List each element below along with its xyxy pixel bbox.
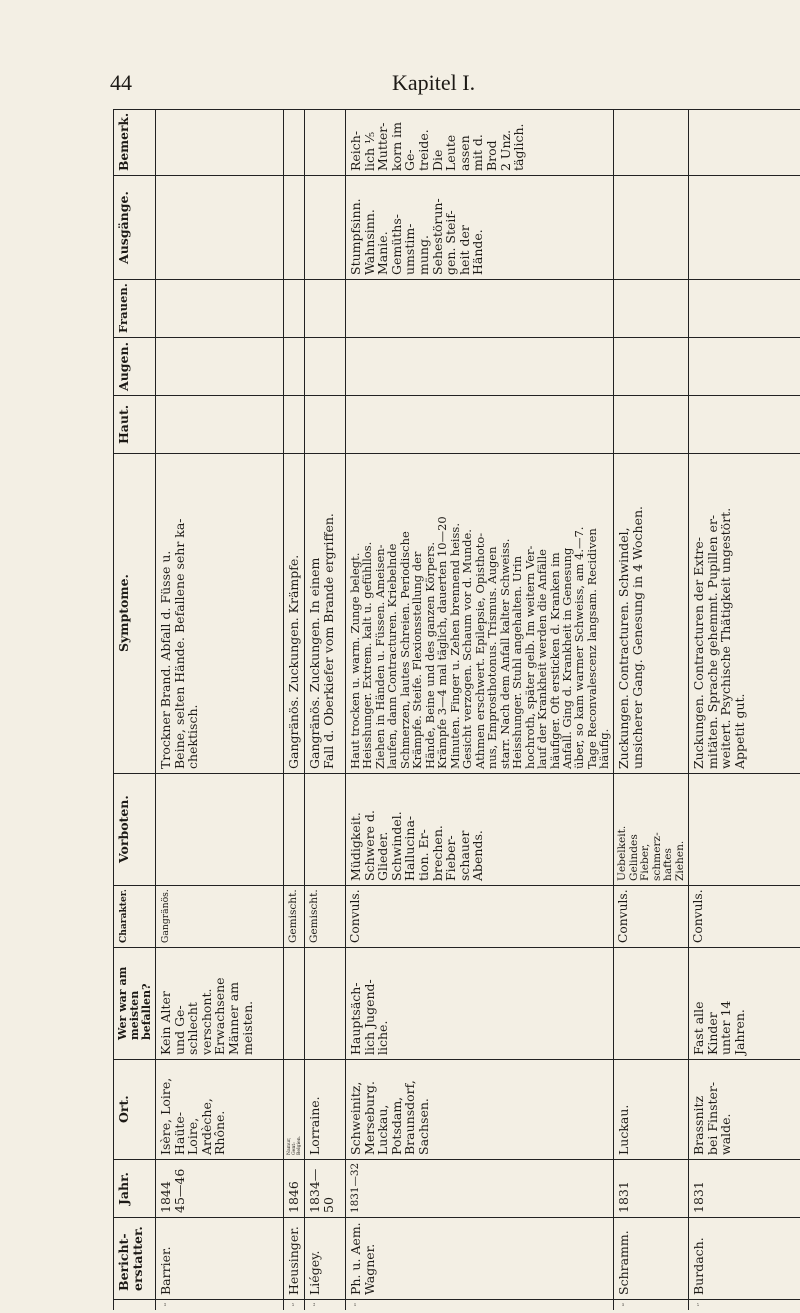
row-44-charakter-text: Gemischt. [308,889,320,943]
row-42-ort-text: Isère, Loire, Haüte- Loire, Ardèche, Rhône. [158,1077,228,1155]
table-rule [113,109,800,110]
page-number: 44 [110,70,132,95]
row-47-charakter-text: Convuls. [691,889,705,943]
header-berichterstatter-text: Bericht- erstatter. [116,1225,145,1291]
header-charakter-text: Charakter. [118,889,129,943]
row-42-befallen-text: Kein Alter und Ge- schlecht verschont. Erwachsene Männer am meisten. [158,977,255,1055]
row-45-symptome-text: Haut trocken u. warm. Zunge belegt. Heisshunger. Extrem. kalt u. gefühllos. Ziehen in Händen u. Füssen. Ameisen- laufen, dann Contracturen. Kriebelnde Schmerzen, lautes Schreien. Periodische Krämpfe. Steife. Flexionsstellung der Hände, Beine und des ganzen Körpers. Krämpfe 3—4 mal täglich, dauerten 10—20 Minuten. Finger u. Zehen brennend heiss. Gesicht verzogen. Schaum vor d. Munde. Athmen erschwert. Epilepsie, Opisthoto- nus, Emprosthotonus. Trismus. Augen starr. Nach dem Anfall kalter Schweiss. Heisshunger. Stuhl angehalten. Urin hochroth, später gelb. Im weitern Ver- lauf der Krankheit werden die Anfälle häufiger. Oft ersticken d. Kranken im Anfall. Ging d. Krankheit in Genesung über, so kam warmer Schweiss, am 4.—7. Tage Reconvalescenz langsam. Recidiven häufig. [348,516,612,769]
table-rule [113,337,800,338]
header-jahr-text: Jahr. [116,1171,131,1205]
header-haut-text: Haut. [116,404,131,444]
row-46-jahr-text: 1831 [616,1181,631,1213]
row-45-ort-text: Schweinitz, Merseburg. Luckau, Potsdam, Braunsdorf, Sachsen. [348,1080,431,1155]
table-rule [113,175,800,176]
table-column-rule [613,109,614,1310]
table-column-rule [155,109,156,1310]
row-45-jahr-text: 1831—32 [349,1162,361,1213]
row-43-berichterstatter-text: Heusinger. [286,1226,301,1295]
table-column-rule [345,109,346,1310]
row-46-berichterstatter-text: Schramm. [616,1230,631,1295]
table-rule [113,279,800,280]
row-43-charakter-text: Gemischt. [287,889,299,943]
row-46-ort-text: Luckau. [616,1104,631,1155]
row-44-jahr-text: 1834— 50 [307,1168,336,1213]
symptom-table [113,109,800,1310]
row-42-charakter-text: Gangränös. [160,889,171,943]
row-44-symptome-text: Gangränös. Zuckungen. In einem Fall d. Oberkiefer vom Brande ergriffen. [307,513,336,769]
header-vorboten-text: Vorboten. [116,795,131,863]
row-47-berichterstatter-text: Burdach. [691,1237,706,1295]
row-42-berichterstatter-text: Barrier. [158,1246,173,1295]
row-43-symptome-text: Gangränös. Zuckungen. Krämpfe. [286,554,301,769]
row-45-nr-text: 45 [354,1303,357,1306]
header-augen-text: Augen. [116,341,131,391]
row-45-ausgaenge-text: Stumpfsinn. Wahnsinn. Manie. Gemüths- umstim- mung. Sehestörun- gen. Steif- heit der Hände. [348,198,486,275]
row-45-befallen-text: Hauptsäch- lich Jugend- liche. [348,979,391,1055]
row-43-nr-text: 43 [292,1303,295,1306]
header-befallen-text: Wer war am meisten befallen? [116,966,153,1040]
row-45-bemerk-text: Reich- lich ⅕ Mutter- korn im Ge- treide. Die Leute assen mit d. Brod 2 Unz. täglich. [348,122,527,171]
table-rule [113,395,800,396]
page-header [0,70,800,100]
header-frauen-text: Frauen. [116,283,130,333]
table-column-rule [113,109,114,1310]
row-47-ort-text: Brassnitz bei Finster- walde. [691,1081,734,1155]
table-rule [113,1217,800,1218]
table-rule [113,453,800,454]
table-rule [113,1159,800,1160]
row-47-symptome-text: Zuckungen. Contracturen der Extre- mitäten. Sprache gehemmt. Pupillen er- weitert. Psychische Thätigkeit ungestört. Appetit gut. [691,507,747,769]
row-44-nr-text: 44 [313,1303,316,1306]
row-45-vorboten-text: Müdigkeit. Schwere d. Glieder. Schwindel. Hallucina- tion. Er- brechen. Fieber- schauer Abends. [348,809,486,881]
row-46-vorboten-text: Uebelkeit. Gelindes Fieber, schmerz- haftes Ziehen. [616,825,686,881]
header-ort-text: Ort. [116,1095,131,1123]
row-46-charakter-text: Convuls. [616,889,630,943]
row-42-symptome-text: Trockner Brand. Abfall d. Füsse u. Beine, selten Hände. Befallene sehr ka- chektisch. [158,518,201,769]
table-rule [113,947,800,948]
row-47-jahr-text: 1831 [691,1181,706,1213]
row-42-nr-text: 42 [164,1303,167,1306]
table-rule [113,773,800,774]
table-rule [113,885,800,886]
row-46-nr-text: 46 [622,1303,625,1306]
table-column-rule [304,109,305,1310]
row-43-ort-text: Namur, Gent: Belgien. [287,1135,302,1155]
row-45-berichterstatter-text: Ph. u. Aem. Wagner. [348,1222,377,1295]
header-ausgaenge-text: Ausgänge. [116,190,131,264]
row-44-berichterstatter-text: Liégey. [307,1250,322,1295]
table-rule [113,1299,800,1300]
row-46-symptome-text: Zuckungen. Contracturen. Schwindel, unsicherer Gang. Genesung in 4 Wochen. [616,506,645,769]
row-42-jahr-text: 1844 45—46 [158,1168,187,1213]
table-column-rule [283,109,284,1310]
table-column-rule [688,109,689,1310]
row-45-charakter-text: Convuls. [348,889,362,943]
table-rule [113,1059,800,1060]
header-symptome-text: Symptome. [116,574,131,652]
row-44-ort-text: Lorraine. [307,1096,322,1155]
row-47-nr-text: 47 [697,1303,700,1306]
row-47-befallen-text: Fast alle Kinder unter 14 Jahren. [691,1000,747,1055]
chapter-title: Kapitel I. [392,70,476,95]
row-43-jahr-text: 1846 [286,1181,301,1213]
header-bemerk-text: Bemerk. [116,112,131,171]
